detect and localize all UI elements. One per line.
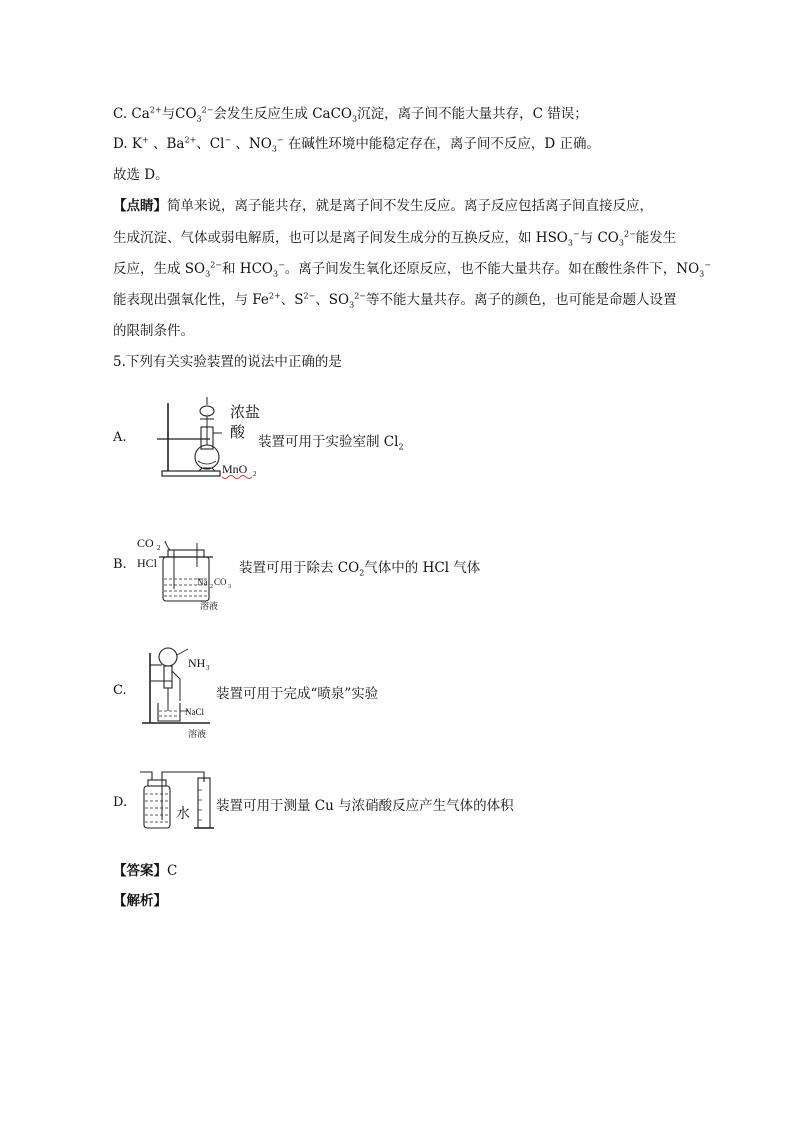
figure-b-reagent: Na: [197, 577, 208, 587]
figure-b-gas1-sub: 2: [157, 544, 161, 552]
option-d-label: D.: [113, 795, 128, 810]
option-b-apparatus-figure: [137, 533, 247, 613]
option-b-label: B.: [113, 557, 127, 572]
option-c-description: 装置可用于完成“喷泉”实验: [216, 686, 379, 702]
line-c-explanation: C. $Ca^{2+}$与$CO_3^{2-}$会发生反应生成 CaCO$_3$沉淀，离子间不能大量共存，C 错误；: [113, 105, 588, 124]
figure-b-solution: 溶液: [200, 601, 219, 611]
svg-text:CO: CO: [214, 577, 227, 587]
figure-a-solid: MnO: [222, 462, 248, 476]
figure-c-solution: 溶液: [188, 729, 207, 739]
line-note-2: 生成沉淀、气体或弱电解质，也可以是离子间发生成分的互换反应，如 $HSO_3^-$与 $CO_3^{2-}$能发生: [113, 229, 677, 248]
line-d-explanation: D. K+ 、$Ba^{2+}$、Cl− 、$NO_3^-$ 在碱性环境中能稳定存在，离子间不反应，D 正确。: [113, 135, 601, 154]
option-a-apparatus-figure: [150, 395, 270, 485]
figure-c-gas-sub: 3: [206, 664, 210, 672]
figure-c-gas: NH: [188, 656, 206, 670]
option-d-description: 装置可用于测量 Cu 与浓硝酸反应产生气体的体积: [216, 798, 514, 814]
line-note-3: 反应，生成 $SO_3^{2-}$和 $HCO_3^-$。离子间发生氧化还原反应，也不能大量共存。如在酸性条件下，$NO_3^-$: [113, 260, 711, 279]
svg-text:3: 3: [228, 584, 231, 590]
figure-c-reagent: NaCl: [185, 707, 204, 717]
answer-line: [113, 861, 177, 881]
figure-a-acid-line2: 酸: [230, 425, 246, 441]
figure-b-gas2: HCl: [137, 556, 158, 570]
answer-bracket: 【答案】: [113, 863, 167, 879]
line-note-4: 能表现出强氧化性，与 $Fe^{2+}$、$S^{2-}$、$SO_3^{2-}$等不能大量共存。离子的颜色，也可能是命题人设置: [113, 291, 677, 310]
line-conclusion: 故选 D。: [113, 167, 169, 183]
option-c-label: C.: [113, 683, 127, 698]
figure-b-gas1: CO: [137, 536, 154, 550]
option-a-description: 装置可用于实验室制 $Cl_2$: [258, 434, 404, 452]
option-a-label: A.: [113, 430, 127, 445]
svg-text:2: 2: [210, 584, 213, 590]
line-note-1: 【点睛】简单来说，离子能共存，就是离子间不发生反应。离子反应包括离子间直接反应，: [113, 198, 653, 214]
line-note-5: 的限制条件。: [113, 323, 194, 339]
answer-value: C: [167, 863, 178, 879]
figure-d-water: 水: [176, 807, 190, 822]
figure-a-acid-line1: 浓盐: [230, 405, 261, 421]
analysis-heading: 【解析】: [113, 893, 167, 909]
figure-a-solid-sub: 2: [253, 470, 257, 478]
option-d-apparatus-figure: [138, 768, 218, 833]
option-b-description: 装置可用于除去 $CO_2$气体中的 HCl 气体: [239, 560, 481, 578]
question-5-stem: 5.下列有关实验装置的说法中正确的是: [113, 354, 342, 370]
